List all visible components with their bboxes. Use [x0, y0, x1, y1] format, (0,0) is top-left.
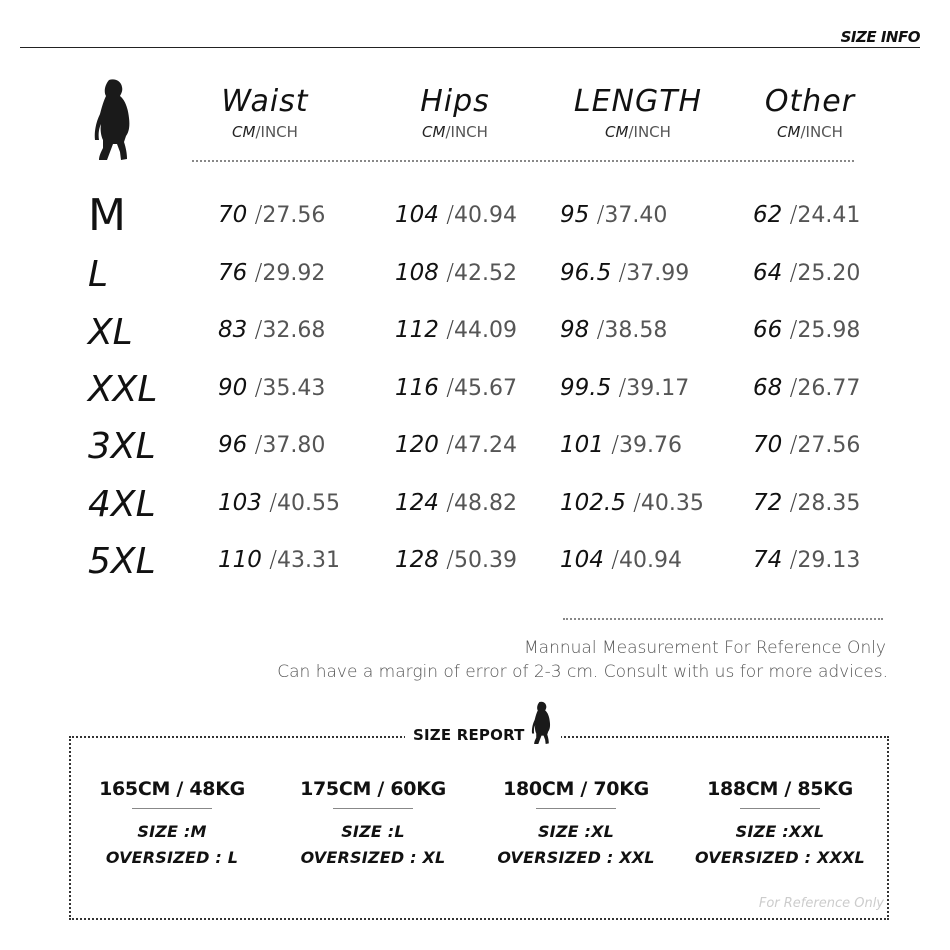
value-separator: /: [782, 375, 798, 401]
value-separator: /: [782, 547, 798, 573]
value-separator: /: [603, 432, 619, 458]
item-divider: [333, 808, 413, 809]
height-weight: 165CM / 48KG: [99, 778, 245, 800]
cm-value: 66: [753, 317, 783, 343]
value-separator: /: [247, 432, 263, 458]
cm-value: 124: [395, 490, 439, 516]
reference-only-footnote: For Reference Only: [758, 896, 884, 911]
value-separator: /: [782, 490, 798, 516]
size-label: XXL: [88, 369, 158, 410]
measurement-cell: [395, 202, 517, 228]
size-label: M: [88, 190, 126, 241]
inch-value: 25.98: [797, 318, 861, 343]
cm-value: 112: [395, 317, 439, 343]
inch-value: 29.92: [262, 261, 326, 286]
size-report-title: SIZE REPORT: [413, 726, 525, 744]
measurement-cell: [560, 547, 682, 573]
cm-value: 116: [395, 375, 439, 401]
cm-value: 96: [218, 432, 248, 458]
value-separator: /: [438, 202, 454, 228]
column-unit: CM/INCH: [605, 123, 671, 141]
cm-value: 120: [395, 432, 439, 458]
cm-value: 64: [753, 260, 783, 286]
inch-value: 37.40: [604, 203, 668, 228]
ape-silhouette-icon: [93, 78, 135, 162]
column-unit: CM/INCH: [232, 123, 298, 141]
item-divider: [740, 808, 820, 809]
inch-value: 24.41: [797, 203, 861, 228]
recommended-size: SIZE :M: [137, 822, 207, 841]
size-label: 4XL: [88, 484, 156, 525]
cm-value: 68: [753, 375, 783, 401]
value-separator: /: [589, 202, 605, 228]
cm-value: 76: [218, 260, 248, 286]
inch-value: 43.31: [276, 548, 340, 573]
value-separator: /: [625, 490, 641, 516]
column-header-other: [755, 85, 865, 141]
value-separator: /: [438, 375, 454, 401]
cm-value: 95: [560, 202, 590, 228]
measurement-cell: [218, 375, 325, 401]
value-separator: /: [589, 317, 605, 343]
inch-value: 47.24: [453, 433, 517, 458]
size-report-item: [481, 778, 671, 871]
cm-value: 96.5: [560, 260, 612, 286]
size-info-title: SIZE INFO: [840, 28, 920, 46]
inch-value: 50.39: [453, 548, 517, 573]
inch-value: 45.67: [453, 376, 517, 401]
item-divider: [132, 808, 212, 809]
inch-value: 40.35: [640, 491, 704, 516]
column-name: LENGTH: [573, 84, 703, 119]
size-label: 3XL: [88, 426, 156, 467]
inch-value: 40.94: [618, 548, 682, 573]
measurement-cell: [560, 490, 704, 516]
cm-value: 101: [560, 432, 604, 458]
cm-value: 90: [218, 375, 248, 401]
column-header-length: [563, 85, 713, 141]
measurement-cell: [395, 260, 517, 286]
size-label: 5XL: [88, 541, 156, 582]
measurement-cell: [218, 547, 340, 573]
cm-value: 70: [218, 202, 248, 228]
size-label: L: [88, 254, 109, 295]
size-report-item: [278, 778, 468, 871]
value-separator: /: [247, 317, 263, 343]
measurement-cell: [395, 432, 517, 458]
inch-value: 27.56: [262, 203, 326, 228]
value-separator: /: [261, 490, 277, 516]
column-unit: CM/INCH: [777, 123, 843, 141]
inch-value: 27.56: [797, 433, 861, 458]
value-separator: /: [603, 547, 619, 573]
measurement-cell: [395, 547, 517, 573]
notes-dotted-divider: [563, 618, 883, 620]
value-separator: /: [782, 260, 798, 286]
measurement-note: Mannual Measurement For Reference Only: [524, 638, 886, 658]
measurement-cell: [560, 375, 689, 401]
size-report-item: [77, 778, 267, 871]
value-separator: /: [247, 375, 263, 401]
size-report-item: [685, 778, 875, 871]
recommended-size: SIZE :XL: [537, 822, 615, 841]
value-separator: /: [611, 260, 627, 286]
column-unit: CM/INCH: [422, 123, 488, 141]
header-dotted-divider: [192, 160, 854, 162]
column-name: Waist: [221, 84, 309, 119]
value-separator: /: [782, 317, 798, 343]
cm-value: 128: [395, 547, 439, 573]
measurement-cell: [753, 317, 860, 343]
size-label: XL: [88, 312, 133, 353]
cm-value: 108: [395, 260, 439, 286]
cm-value: 110: [218, 547, 262, 573]
measurement-cell: [395, 490, 517, 516]
value-separator: /: [782, 432, 798, 458]
value-separator: /: [611, 375, 627, 401]
value-separator: /: [438, 317, 454, 343]
cm-value: 74: [753, 547, 783, 573]
measurement-cell: [560, 317, 667, 343]
ape-silhouette-icon: [531, 700, 553, 750]
inch-value: 39.17: [626, 376, 690, 401]
measurement-cell: [753, 547, 860, 573]
height-weight: 188CM / 85KG: [707, 778, 853, 800]
oversized-size: OVERSIZED : XXL: [497, 848, 655, 867]
cm-value: 104: [395, 202, 439, 228]
measurement-cell: [395, 317, 517, 343]
inch-value: 28.35: [797, 491, 861, 516]
inch-value: 35.43: [262, 376, 326, 401]
inch-value: 37.99: [626, 261, 690, 286]
cm-value: 103: [218, 490, 262, 516]
cm-value: 99.5: [560, 375, 612, 401]
cm-value: 102.5: [560, 490, 626, 516]
error-margin-note: Can have a margin of error of 2-3 cm. Consult with us for more advices.: [277, 662, 888, 682]
value-separator: /: [782, 202, 798, 228]
measurement-cell: [753, 490, 860, 516]
value-separator: /: [247, 260, 263, 286]
measurement-cell: [218, 260, 325, 286]
measurement-cell: [560, 432, 682, 458]
measurement-cell: [560, 202, 667, 228]
recommended-size: SIZE :XXL: [735, 822, 825, 841]
cm-value: 104: [560, 547, 604, 573]
measurement-cell: [753, 260, 860, 286]
inch-value: 38.58: [604, 318, 668, 343]
value-separator: /: [438, 260, 454, 286]
oversized-size: OVERSIZED : L: [105, 848, 239, 867]
height-weight: 180CM / 70KG: [503, 778, 649, 800]
cm-value: 72: [753, 490, 783, 516]
inch-value: 26.77: [797, 376, 861, 401]
column-name: Hips: [420, 84, 490, 119]
inch-value: 29.13: [797, 548, 861, 573]
value-separator: /: [261, 547, 277, 573]
inch-value: 37.80: [262, 433, 326, 458]
measurement-cell: [218, 432, 325, 458]
column-name: Other: [764, 84, 856, 119]
cm-value: 83: [218, 317, 248, 343]
inch-value: 32.68: [262, 318, 326, 343]
header-divider: [20, 47, 920, 48]
item-divider: [536, 808, 616, 809]
inch-value: 44.09: [453, 318, 517, 343]
value-separator: /: [438, 547, 454, 573]
oversized-size: OVERSIZED : XL: [300, 848, 446, 867]
column-header-waist: [220, 85, 310, 141]
measurement-cell: [753, 202, 860, 228]
measurement-cell: [218, 317, 325, 343]
value-separator: /: [438, 490, 454, 516]
value-separator: /: [438, 432, 454, 458]
inch-value: 39.76: [618, 433, 682, 458]
inch-value: 42.52: [453, 261, 517, 286]
inch-value: 48.82: [453, 491, 517, 516]
size-report-header: [405, 722, 561, 748]
measurement-cell: [753, 432, 860, 458]
height-weight: 175CM / 60KG: [300, 778, 446, 800]
column-header-hips: [405, 85, 505, 141]
value-separator: /: [247, 202, 263, 228]
measurement-cell: [218, 490, 340, 516]
inch-value: 40.94: [453, 203, 517, 228]
cm-value: 62: [753, 202, 783, 228]
cm-value: 98: [560, 317, 590, 343]
measurement-cell: [560, 260, 689, 286]
measurement-cell: [395, 375, 517, 401]
recommended-size: SIZE :L: [341, 822, 405, 841]
inch-value: 40.55: [276, 491, 340, 516]
inch-value: 25.20: [797, 261, 861, 286]
oversized-size: OVERSIZED : XXXL: [695, 848, 865, 867]
cm-value: 70: [753, 432, 783, 458]
measurement-cell: [218, 202, 325, 228]
measurement-cell: [753, 375, 860, 401]
